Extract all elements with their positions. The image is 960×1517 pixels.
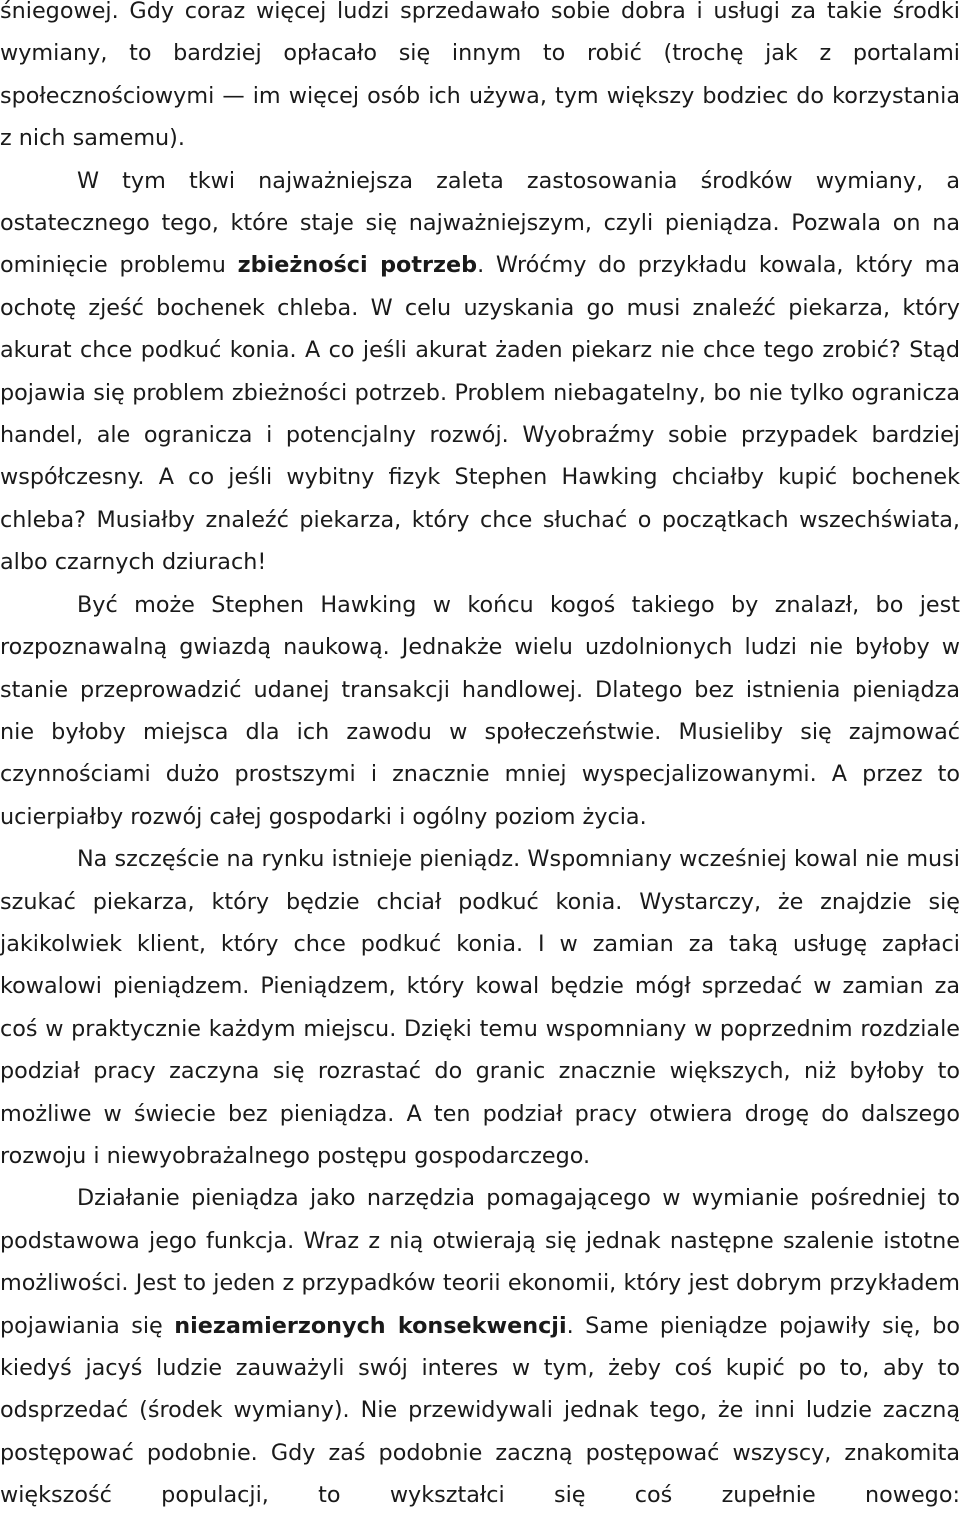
paragraph-3	[0, 838, 960, 1177]
bold-term-unintended-consequences: niezamierzonych konsekwencji	[174, 1312, 567, 1339]
paragraph-2	[0, 584, 960, 838]
text-segment: . Wróćmy do przykładu kowala, który ma ochotę zjeść bochenek chleba. W celu uzyskania go musi znaleźć piekarza, który akurat chce podkuć konia. A co jeśli akurat żaden piekarz nie chce tego zrobić? Stąd pojawia się problem zbieżności potrzeb. Problem niebagatelny, bo nie tylko ogranicza handel, ale ogranicza i potencjalny rozwój. Wyobraźmy sobie przypadek bardziej współczesny. A co jeśli wybitny fizyk Stephen Hawking chciałby kupić bochenek chleba? Musiałby znaleźć piekarza, który chce słuchać o początkach wszechświata, albo czarnych dziurach!	[0, 252, 960, 576]
text-segment: śniegowej. Gdy coraz więcej ludzi sprzedawało sobie dobra i usługi za takie środki wymiany, to bardziej opłacało się innym to robić (trochę jak z portalami społecznościowymi — im więcej osób ich używa, tym większy bodziec do korzystania z nich samemu).	[0, 0, 960, 152]
text-segment: Być może Stephen Hawking w końcu kogoś takiego by znalazł, bo jest rozpoznawalną gwiazdą naukową. Jednakże wielu uzdolnionych ludzi nie byłoby w stanie przeprowadzić udanej transakcji handlowej. Dlatego bez istnienia pieniądza nie byłoby miejsca dla ich zawodu w społeczeństwie. Musieliby się zajmować czynnościami dużo prostszymi i znacznie mniej wyspecjalizowanymi. A przez to ucierpiałby rozwój całej gospodarki i ogólny poziom życia.	[0, 591, 960, 830]
paragraph-4	[0, 1177, 960, 1516]
paragraph-1	[0, 160, 960, 584]
text-segment: Działanie pieniądza jako narzędzia pomagającego w wymianie pośredniej to podstawowa jego funkcja. Wraz z nią otwierają się jednak następne szalenie istotne możliwości. Jest to jeden z przypadków teorii ekonomii, który jest dobrym przykładem pojawiania się	[0, 1185, 960, 1339]
bold-term-needs-coincidence: zbieżności potrzeb	[237, 252, 478, 279]
text-segment: W tym tkwi najważniejsza zaleta zastosowania środków wymiany, a ostatecznego tego, które staje się najważniejszym, czyli pieniądza. Pozwala on na ominięcie problemu	[0, 167, 960, 279]
paragraph-0	[0, 0, 960, 160]
text-segment: . Same pieniądze pojawiły się, bo kiedyś jacyś ludzie zauważyli swój interes w tym, żeby coś kupić po to, aby to odsprzedać (środek wymiany). Nie przewidywali jednak tego, że inni ludzie zaczną postępować podobnie. Gdy zaś podobnie zaczną postępować wszyscy, znakomita większość populacji, to wykształci się coś zupełnie nowego:	[0, 1312, 960, 1509]
text-segment: Na szczęście na rynku istnieje pieniądz. Wspomniany wcześniej kowal nie musi szukać piekarza, który będzie chciał podkuć konia. Wystarczy, że znajdzie się jakikolwiek klient, który chce podkuć konia. I w zamian za taką usługę zapłaci kowalowi pieniądzem. Pieniądzem, który kowal będzie mógł sprzedać w zamian za coś w praktycznie każdym miejscu. Dzięki temu wspomniany w poprzednim rozdziale podział pracy zaczyna się rozrastać do granic znacznie większych, niż byłoby to możliwe w świecie bez pieniądza. A ten podział pracy otwiera drogę do dalszego rozwoju i niewyobrażalnego postępu gospodarczego.	[0, 846, 960, 1169]
